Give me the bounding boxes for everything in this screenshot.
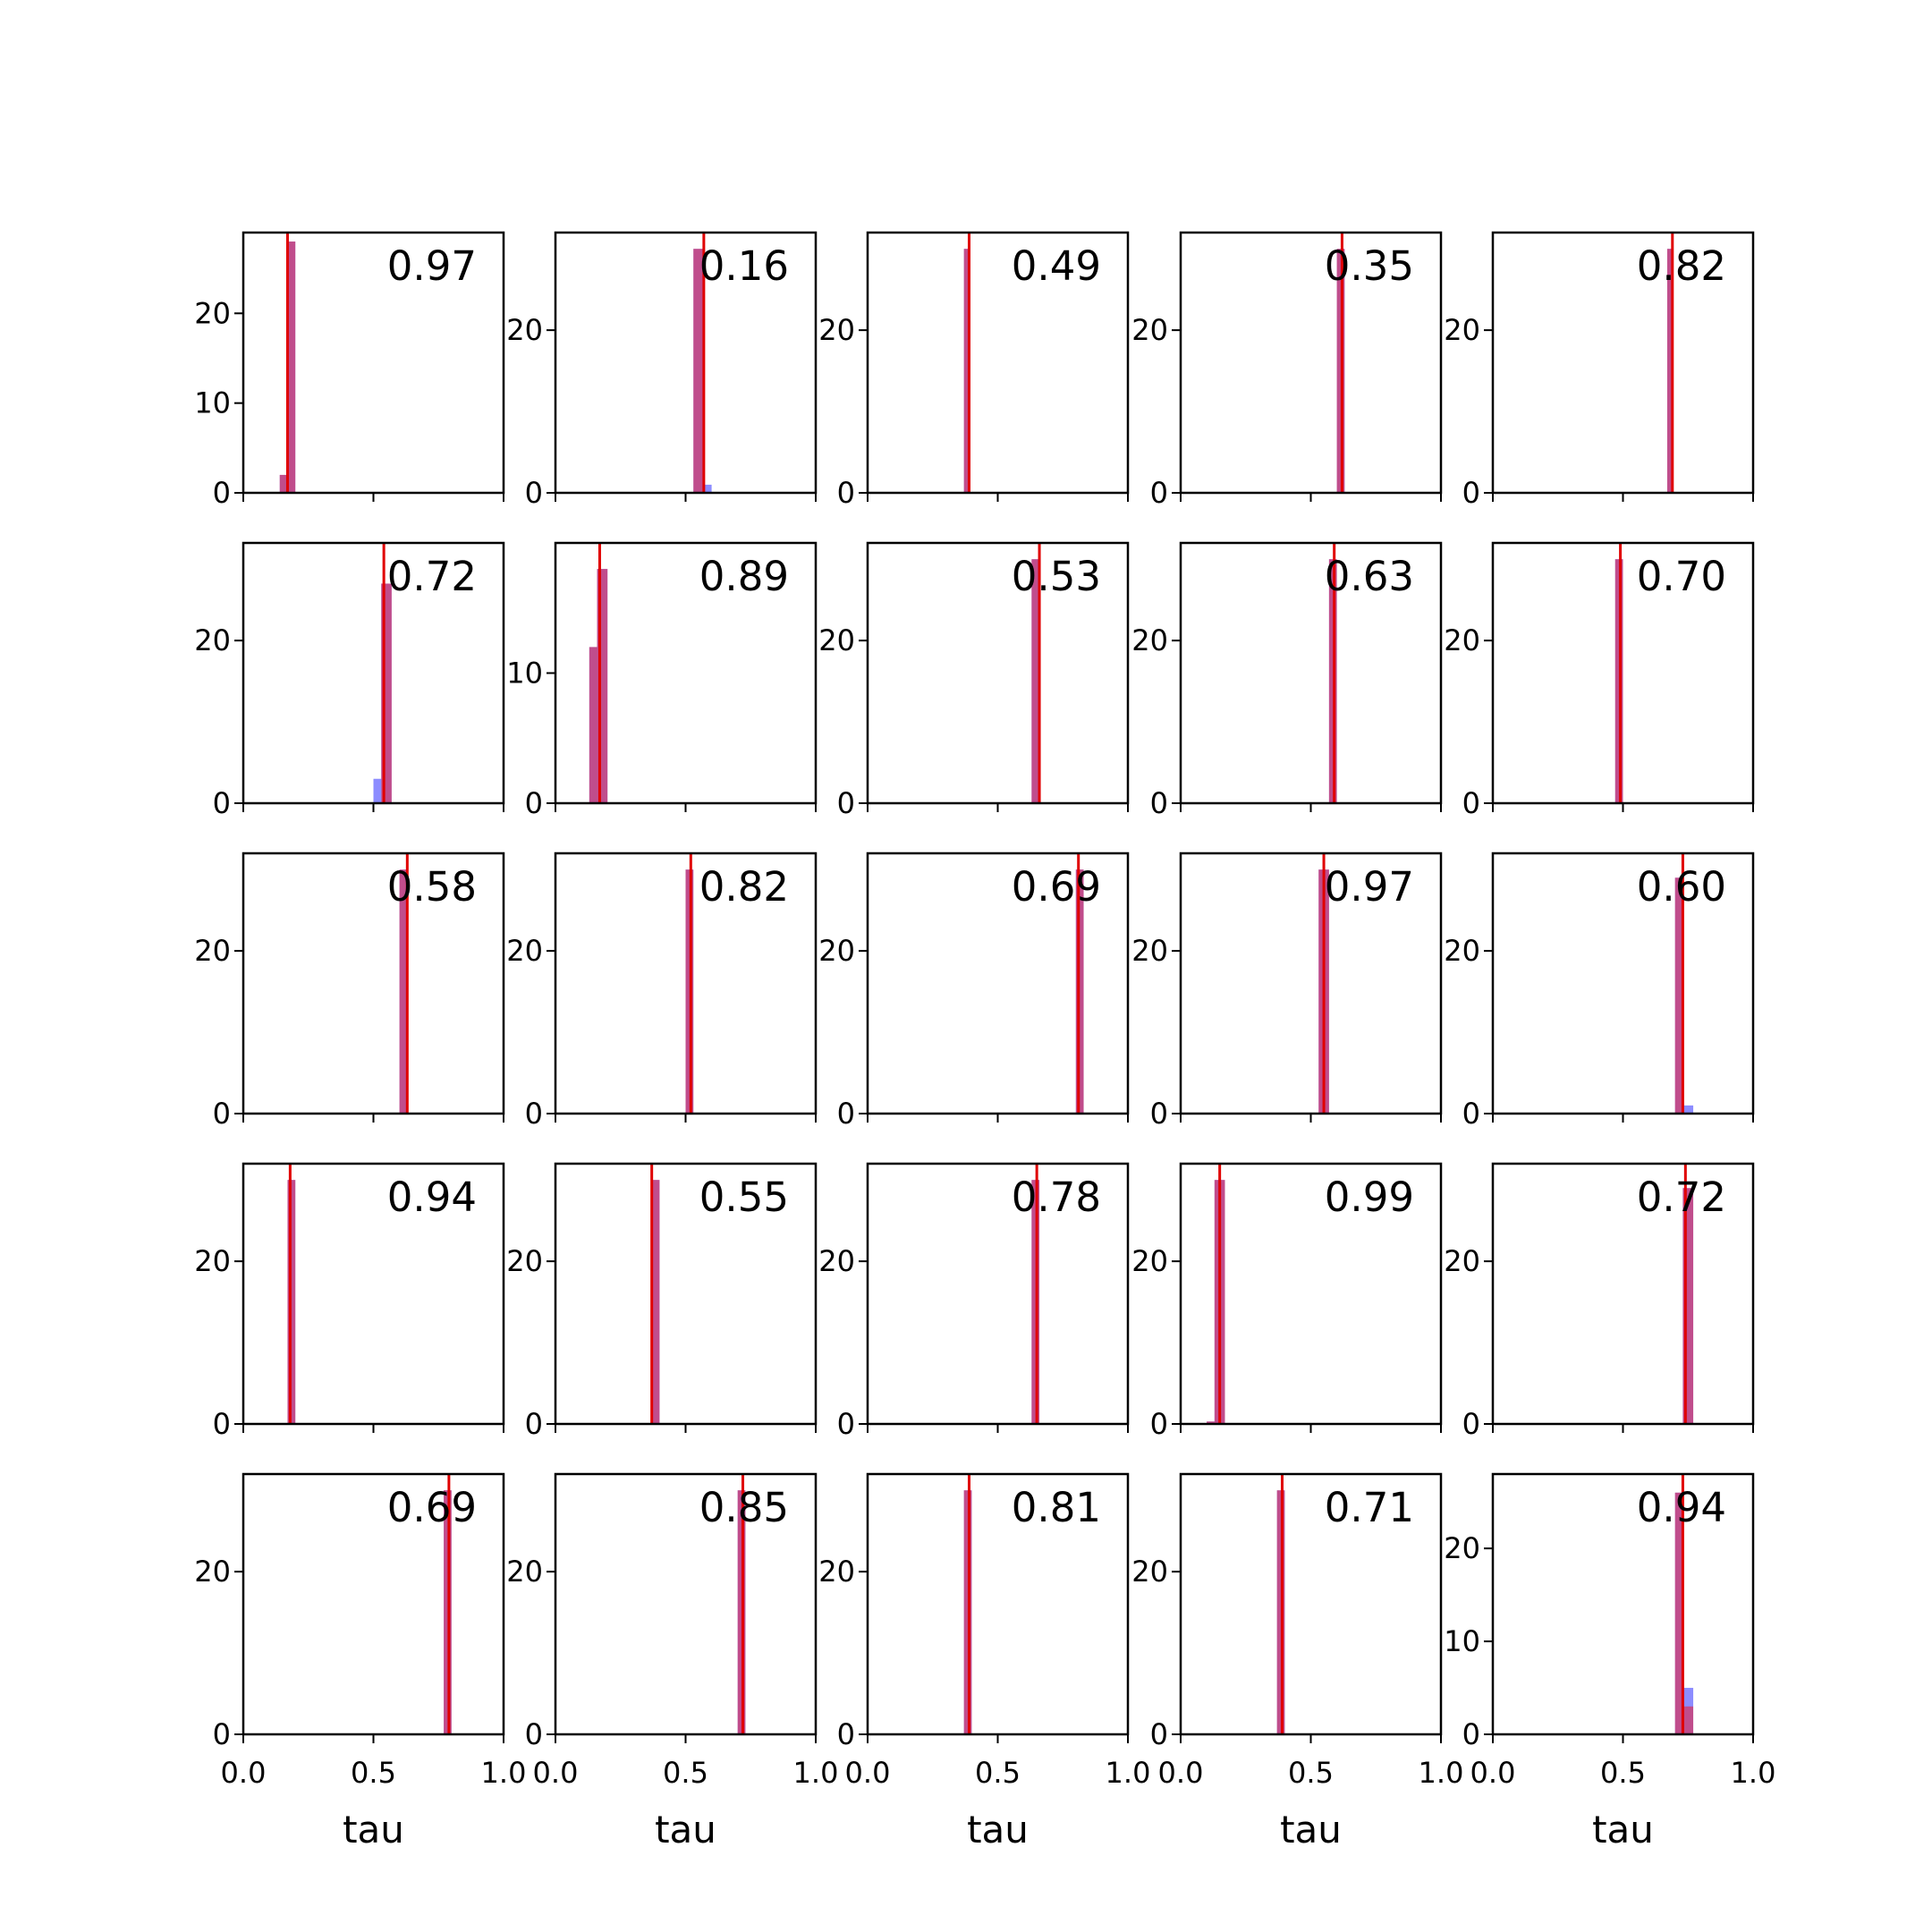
- histogram-panel: [194, 1474, 526, 1852]
- histogram-panel: [194, 1164, 504, 1441]
- x-axis-label: tau: [967, 1808, 1029, 1852]
- y-tick-label: 20: [818, 623, 855, 658]
- x-tick-label: 1.0: [1105, 1756, 1151, 1790]
- x-tick-label: 0.5: [351, 1756, 396, 1790]
- histogram-panel: [818, 233, 1128, 510]
- y-tick-label: 0: [836, 1407, 855, 1441]
- y-tick-label: 20: [194, 623, 231, 658]
- x-tick-label: 0.5: [1600, 1756, 1646, 1790]
- y-tick-label: 20: [506, 1555, 543, 1589]
- x-tick-label: 0.0: [220, 1756, 267, 1790]
- panel-annotation: 0.53: [1011, 553, 1101, 600]
- x-tick-label: 1.0: [792, 1756, 839, 1790]
- panel-annotation: 0.82: [1636, 242, 1726, 290]
- y-tick-label: 20: [1444, 623, 1480, 658]
- x-tick-label: 0.5: [663, 1756, 708, 1790]
- y-tick-label: 0: [1149, 1717, 1168, 1751]
- y-tick-label: 0: [212, 786, 231, 820]
- panel-annotation: 0.49: [1011, 242, 1101, 290]
- panel-annotation: 0.35: [1324, 242, 1414, 290]
- x-tick-label: 1.0: [480, 1756, 527, 1790]
- histogram-panel: [818, 1164, 1128, 1441]
- panel-annotation: 0.94: [1636, 1484, 1726, 1531]
- histogram-panel: [506, 233, 816, 510]
- y-tick-label: 0: [1462, 1097, 1480, 1131]
- y-tick-label: 20: [1131, 1555, 1168, 1589]
- y-tick-label: 0: [212, 1097, 231, 1131]
- y-tick-label: 0: [1149, 1407, 1168, 1441]
- histogram-panel: [1444, 1164, 1753, 1441]
- y-tick-label: 0: [1149, 786, 1168, 820]
- y-tick-label: 0: [524, 476, 543, 510]
- panel-annotation: 0.72: [386, 553, 477, 600]
- y-tick-label: 20: [1444, 1531, 1480, 1566]
- panel-annotation: 0.69: [386, 1484, 477, 1531]
- y-tick-label: 20: [1131, 313, 1168, 348]
- y-tick-label: 0: [212, 1407, 231, 1441]
- red-histogram-bar: [589, 647, 597, 803]
- panel-annotation: 0.71: [1324, 1484, 1414, 1531]
- x-tick-label: 1.0: [1418, 1756, 1464, 1790]
- histogram-panel: [194, 853, 504, 1131]
- x-tick-label: 0.5: [975, 1756, 1021, 1790]
- y-tick-label: 0: [1462, 476, 1480, 510]
- y-tick-label: 20: [194, 934, 231, 969]
- histogram-panel: [506, 543, 816, 820]
- panel-annotation: 0.60: [1636, 863, 1726, 911]
- histogram-panel: [818, 1474, 1150, 1852]
- y-tick-label: 0: [524, 786, 543, 820]
- y-tick-label: 0: [836, 476, 855, 510]
- histogram-panel: [1444, 853, 1753, 1131]
- panel-annotation: 0.94: [386, 1174, 477, 1221]
- x-axis-label: tau: [655, 1808, 716, 1852]
- y-tick-label: 0: [836, 1717, 855, 1751]
- y-tick-label: 0: [1462, 786, 1480, 820]
- x-tick-label: 0.0: [1157, 1756, 1204, 1790]
- histogram-panel: [506, 1164, 816, 1441]
- histogram-panel: [1131, 233, 1441, 510]
- panel-annotation: 0.85: [699, 1484, 789, 1531]
- x-tick-label: 1.0: [1730, 1756, 1776, 1790]
- panel-annotation: 0.81: [1011, 1484, 1101, 1531]
- panel-annotation: 0.16: [699, 242, 789, 290]
- histogram-panel: [1131, 543, 1441, 820]
- histogram-panel: [194, 233, 504, 510]
- panel-annotation: 0.69: [1011, 863, 1101, 911]
- histogram-panel: [1131, 1474, 1463, 1852]
- histogram-panel: [818, 543, 1128, 820]
- y-tick-label: 0: [212, 1717, 231, 1751]
- blue-histogram-bar: [374, 779, 382, 803]
- y-tick-label: 20: [1131, 623, 1168, 658]
- panel-annotation: 0.97: [386, 242, 477, 290]
- histogram-panel: [506, 1474, 838, 1852]
- y-tick-label: 20: [194, 296, 231, 331]
- histogram-panel: [506, 853, 816, 1131]
- x-tick-label: 0.0: [844, 1756, 891, 1790]
- histogram-panel: [194, 543, 504, 820]
- y-tick-label: 20: [194, 1555, 231, 1589]
- y-tick-label: 20: [506, 1244, 543, 1279]
- y-tick-label: 20: [818, 1244, 855, 1279]
- y-tick-label: 20: [506, 934, 543, 969]
- y-tick-label: 0: [524, 1407, 543, 1441]
- panel-annotation: 0.70: [1636, 553, 1726, 600]
- x-tick-label: 0.0: [532, 1756, 579, 1790]
- panel-annotation: 0.63: [1324, 553, 1414, 600]
- panel-annotation: 0.82: [699, 863, 789, 911]
- panel-annotation: 0.89: [699, 553, 789, 600]
- panel-annotation: 0.78: [1011, 1174, 1101, 1221]
- histogram-panel: [1444, 1474, 1775, 1852]
- x-tick-label: 0.0: [1470, 1756, 1516, 1790]
- histogram-panel: [1444, 543, 1753, 820]
- y-tick-label: 20: [818, 313, 855, 348]
- y-tick-label: 20: [1131, 1244, 1168, 1279]
- panel-annotation: 0.72: [1636, 1174, 1726, 1221]
- y-tick-label: 10: [194, 386, 231, 420]
- x-tick-label: 0.5: [1288, 1756, 1334, 1790]
- histogram-panel: [1131, 853, 1441, 1131]
- y-tick-label: 10: [1444, 1624, 1480, 1659]
- y-tick-label: 0: [1462, 1717, 1480, 1751]
- histogram-panel: [1131, 1164, 1441, 1441]
- y-tick-label: 20: [1444, 1244, 1480, 1279]
- y-tick-label: 0: [1149, 476, 1168, 510]
- panel-annotation: 0.99: [1324, 1174, 1414, 1221]
- panel-annotation: 0.58: [386, 863, 477, 911]
- y-tick-label: 0: [524, 1097, 543, 1131]
- y-tick-label: 0: [836, 1097, 855, 1131]
- y-tick-label: 20: [506, 313, 543, 348]
- panel-annotation: 0.55: [699, 1174, 789, 1221]
- y-tick-label: 0: [212, 476, 231, 510]
- histogram-panel: [1444, 233, 1753, 510]
- y-tick-label: 20: [1444, 934, 1480, 969]
- y-tick-label: 0: [1149, 1097, 1168, 1131]
- histogram-panel: [818, 853, 1128, 1131]
- y-tick-label: 20: [818, 934, 855, 969]
- x-axis-label: tau: [343, 1808, 404, 1852]
- y-tick-label: 0: [524, 1717, 543, 1751]
- y-tick-label: 20: [1444, 313, 1480, 348]
- panel-annotation: 0.97: [1324, 863, 1414, 911]
- x-axis-label: tau: [1592, 1808, 1654, 1852]
- red-histogram-bar: [1682, 1707, 1693, 1734]
- x-axis-label: tau: [1280, 1808, 1342, 1852]
- y-tick-label: 0: [836, 786, 855, 820]
- y-tick-label: 0: [1462, 1407, 1480, 1441]
- blue-histogram-bar: [1682, 1106, 1693, 1114]
- y-tick-label: 20: [818, 1555, 855, 1589]
- y-tick-label: 10: [506, 656, 543, 691]
- y-tick-label: 20: [1131, 934, 1168, 969]
- y-tick-label: 20: [194, 1244, 231, 1279]
